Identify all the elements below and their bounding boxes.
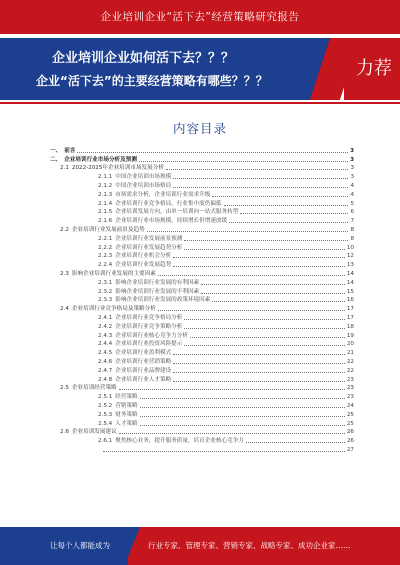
toc-entry-title: 企业培训行业营销策略 [115,358,172,365]
toc-entry[interactable] [32,331,354,340]
toc-dot-leader [173,178,348,179]
toc-entry-title: 企业培训行业核心竞争力分析 [115,332,188,339]
toc-entry-title: 聚焦核心业务，提升服务质量，培育企业核心竞争力 [115,438,244,445]
toc-entry[interactable] [32,234,354,243]
toc-entry-number: 2.2.2 [98,244,113,251]
toc-dot-leader [140,398,345,399]
report-header-title: 企业培训企业“活下去”经营策略研究报告 [100,11,300,23]
toc-entry-title: 中国企业培训市场规模 [115,174,172,181]
toc-entry[interactable] [32,428,354,437]
toc-entry-page: 5 [350,200,354,207]
toc-entry-page: 3 [350,174,354,181]
toc-entry-page: 6 [350,209,354,216]
toc-entry[interactable] [32,181,354,190]
toc-entry[interactable] [32,269,354,278]
toc-dot-leader [190,337,345,338]
banner-title: 企业培训企业如何活下去？？？ [52,51,235,66]
toc-dot-leader [240,213,348,214]
toc-entry[interactable] [32,410,354,419]
toc-dot-leader [184,328,345,329]
title-banner [0,38,400,100]
toc-dot-leader [173,363,345,364]
toc-dot-leader [224,205,349,206]
toc-dot-leader [201,284,345,285]
toc-entry[interactable] [32,146,354,155]
toc-entry[interactable] [32,322,354,331]
toc-dot-leader [173,257,345,258]
toc-entry[interactable] [32,436,354,445]
toc-entry-title: 企业培训行业人才策略 [115,376,172,383]
banner-divider [0,102,400,104]
toc-entry-number: 2.2.1 [98,235,113,242]
toc-entry-number: 2.4.5 [98,350,113,357]
toc-entry-page: 10 [346,244,354,251]
toc-entry-page: 21 [346,350,354,357]
toc-entry-number: 2.5.4 [98,420,113,427]
toc-dot-leader [119,433,345,434]
toc-entry-page: 22 [346,367,354,374]
toc-entry-number: 2.1.4 [98,200,113,207]
toc-entry-number: 2.1.1 [98,174,113,181]
toc-entry-title: 中国企业培训市场格局 [115,182,172,189]
toc-entry-number: 2.3.2 [98,288,113,295]
table-of-contents [32,146,354,454]
toc-entry-title: 企业培训行业品牌建设 [115,367,172,374]
toc-dot-leader [119,389,345,390]
toc-entry-number: 2.1 [60,165,69,172]
toc-entry-page: 24 [346,402,354,409]
toc-entry-number: 2.3 [60,270,69,277]
toc-entry-page: 13 [346,262,354,269]
footer-left-text: 让每个人都能成为 [50,541,110,550]
toc-entry-title: 企业培训行业发展趋势 [115,262,172,269]
toc-entry-page: 23 [346,394,354,401]
toc-entry-number: 二、 [50,156,62,163]
toc-dot-leader [201,293,345,294]
toc-entry-title: 企业培训行业竞争格局分析 [115,314,183,321]
toc-entry-page: 18 [346,323,354,330]
toc-entry[interactable] [32,243,354,252]
toc-entry-title: 企业培训行业发展趋势分析 [115,244,183,251]
toc-entry-number: 2.5 [60,385,69,392]
brand-mark: 力荐 [356,58,392,79]
toc-entry-title: 企业培训行业发展前景预测 [115,235,183,242]
toc-entry-number: 2.1.5 [98,209,113,216]
toc-entry-number: 2.4 [60,306,69,313]
toc-dot-leader [77,152,348,153]
toc-entry-page: 12 [346,253,354,260]
toc-entry-title: 企业培训行业竞争格局，行业集中度仍偏低 [115,200,222,207]
toc-dot-leader [103,451,345,452]
toc-dot-leader [166,169,349,170]
toc-entry-title: 企业培训行业机会分析 [115,253,172,260]
toc-entry-number: 2.4.6 [98,358,113,365]
toc-entry-title: 营销策略 [115,402,138,409]
toc-dot-leader [158,310,345,311]
toc-entry-title: 影响企业培训行业发展的有利因素 [115,279,200,286]
toc-entry[interactable] [32,155,354,164]
toc-entry-title: 企业培训发展方向，由单一培训向一站式服务转型 [115,209,239,216]
toc-entry-page: 3 [350,165,354,172]
report-top-bar [0,0,400,34]
toc-dot-leader [173,266,345,267]
banner-subtitle: 企业“活下去”的主要经营策略有哪些？？？ [36,74,268,88]
toc-entry-number: 2.2 [60,226,69,233]
toc-entry-page: 23 [346,376,354,383]
toc-entry-page: 16 [346,297,354,304]
toc-dot-leader [147,231,349,232]
footer-bar [0,527,400,565]
toc-entry-title: 企业培训行业发展前景及趋势 [71,226,145,233]
toc-entry-page: 14 [346,279,354,286]
toc-entry-number: 2.5.3 [98,411,113,418]
toc-entry[interactable] [32,340,354,349]
toc-entry-page: 3 [350,156,354,163]
toc-entry-title: 企业培训行业市场分析及预测 [64,156,137,163]
toc-entry[interactable] [32,252,354,261]
toc-entry-page: 25 [346,411,354,418]
toc-entry-title: 影响企业培训行业发展的不利因素 [115,288,200,295]
toc-entry-number: 2.4.1 [98,314,113,321]
toc-entry[interactable] [32,172,354,181]
toc-entry-title: 影响企业培训行业发展的政策环境因素 [115,297,211,304]
toc-entry[interactable] [32,366,354,375]
toc-entry-page: 22 [346,358,354,365]
toc-dot-leader [246,442,345,443]
toc-entry-title: 财务策略 [115,411,138,418]
toc-entry-title: 企业培训行业竞争策略分析 [115,323,183,330]
toc-dot-leader [184,345,345,346]
toc-entry-page: 8 [350,235,354,242]
toc-entry[interactable] [32,216,354,225]
toc-entry[interactable] [32,419,354,428]
toc-dot-leader [173,187,348,188]
toc-entry-page: 23 [346,385,354,392]
toc-entry-page: 4 [350,182,354,189]
toc-entry[interactable] [32,164,354,173]
toc-entry[interactable] [32,287,354,296]
toc-entry-page: 14 [346,270,354,277]
toc-entry-number: 2.5.1 [98,394,113,401]
toc-entry-title: 企业培训行业盈利模式 [115,350,172,357]
toc-entry-number: 2.2.4 [98,262,113,269]
toc-entry[interactable] [32,313,354,322]
toc-entry-number: 2.1.3 [98,191,113,198]
toc-entry-title: 人才策略 [115,420,138,427]
toc-dot-leader [229,222,348,223]
toc-entry[interactable] [32,348,354,357]
toc-entry-page: 8 [350,226,354,233]
toc-entry[interactable] [32,392,354,401]
toc-heading: 内容目录 [172,121,227,136]
toc-dot-leader [173,372,345,373]
toc-entry-number: 2.1.2 [98,182,113,189]
toc-entry-number: 2.6.1 [98,438,113,445]
toc-entry-page: 26 [346,429,354,436]
toc-entry-title: 2022-2025年企业培训市场发展分析 [71,165,164,172]
toc-entry-number: 2.4.3 [98,332,113,339]
toc-entry-page: 20 [346,341,354,348]
toc-dot-leader [184,240,348,241]
toc-entry-title: 企业培训行业市场规模，持续增长但增速放缓 [115,218,228,225]
toc-entry-page: 15 [346,288,354,295]
toc-entry-page: 3 [350,147,354,154]
toc-dot-leader [173,381,345,382]
toc-dot-leader [184,319,345,320]
toc-entry-title: 企业培训发展建议 [71,429,117,436]
toc-entry[interactable] [32,375,354,384]
toc-entry-number: 2.4.8 [98,376,113,383]
toc-dot-leader [140,416,345,417]
toc-entry-number: 一、 [50,147,62,154]
toc-dot-leader [140,407,345,408]
toc-entry[interactable] [32,208,354,217]
toc-entry[interactable] [32,278,354,287]
toc-entry-page: 27 [346,446,354,453]
toc-entry-page: 26 [346,438,354,445]
toc-entry-page: 25 [346,420,354,427]
toc-dot-leader [212,196,348,197]
toc-entry-page: 17 [346,314,354,321]
toc-entry-page: 19 [346,332,354,339]
toc-entry[interactable] [32,225,354,234]
toc-dot-leader [158,275,345,276]
toc-entry-page: 4 [350,191,354,198]
toc-entry-title: 企业培训经营策略 [71,385,117,392]
toc-entry-number: 2.3.3 [98,297,113,304]
toc-entry-number: 2.4.2 [98,323,113,330]
toc-entry[interactable] [32,384,354,393]
toc-entry-page: 7 [350,218,354,225]
toc-entry-number: 2.5.2 [98,402,113,409]
toc-entry-title: 企业培训行业投资风险提示 [115,341,183,348]
toc-entry-title: 经营策略 [115,394,138,401]
toc-entry[interactable] [32,401,354,410]
toc-entry[interactable] [32,296,354,305]
toc-entry-page: 17 [346,306,354,313]
footer-right-text: 行业专家、管理专家、营销专家、战略专家、成功企业家…… [148,541,351,550]
toc-entry[interactable] [32,260,354,269]
toc-entry[interactable] [32,357,354,366]
toc-dot-leader [173,354,345,355]
toc-dot-leader [140,425,345,426]
toc-entry-title: 市场需求分析，企业培训行业需求升级 [115,191,211,198]
toc-entry[interactable] [32,199,354,208]
toc-entry-number: 2.6 [60,429,69,436]
toc-dot-leader [212,301,345,302]
toc-entry-number: 2.4.4 [98,341,113,348]
toc-entry[interactable] [32,190,354,199]
toc-entry-number: 2.4.7 [98,367,113,374]
toc-entry-number: 2.3.1 [98,279,113,286]
toc-entry-number: 2.2.3 [98,253,113,260]
toc-entry-number: 2.1.6 [98,218,113,225]
toc-entry-title: 前言 [64,147,76,154]
toc-entry[interactable] [32,445,354,454]
toc-dot-leader [184,249,345,250]
toc-entry-title: 企业培训行业竞争格局及策略分析 [71,306,156,313]
toc-entry[interactable] [32,304,354,313]
toc-entry-title: 影响企业培训行业发展的主要因素 [71,270,156,277]
toc-dot-leader [139,161,348,162]
